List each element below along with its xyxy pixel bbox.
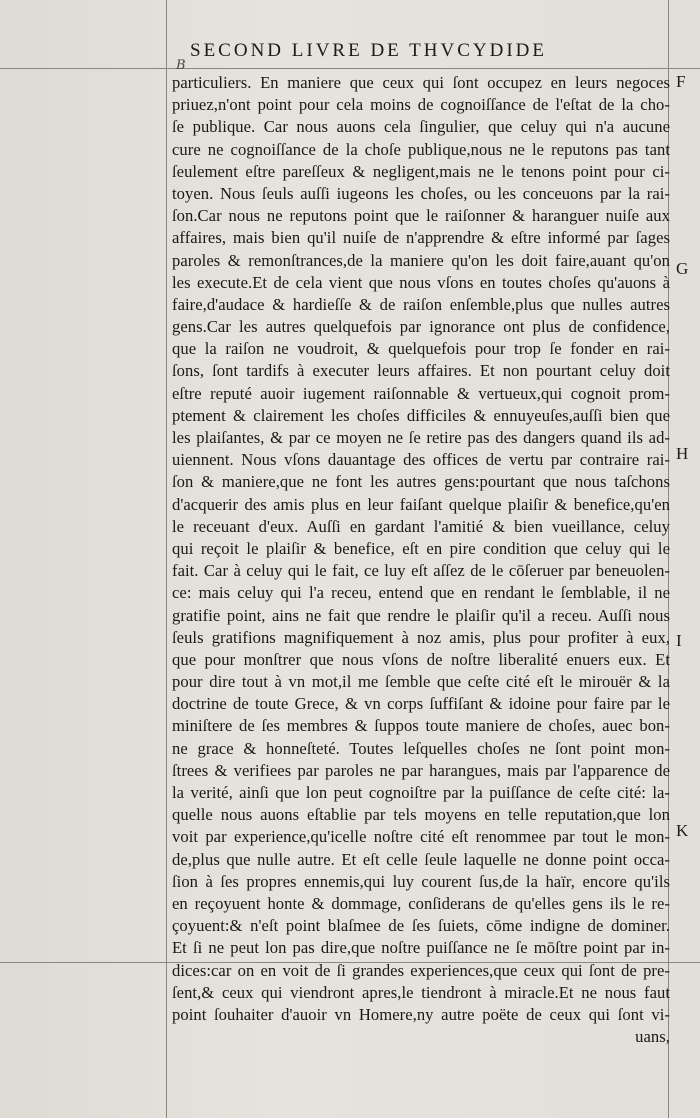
margin-letter-f: F: [676, 72, 686, 91]
text-line: d'acquerir des amis plus en leur faiſant quelque plaiſir & benefice,qu'en: [172, 494, 670, 514]
text-line: que pour monſtrer que nous vſons de noſtre liberalité enuers eux. Et: [172, 649, 670, 669]
text-line: que la raiſon ne voudroit, & quelquefois pour trop ſe fonder en rai-: [172, 339, 670, 359]
margin-letter-h: H: [676, 444, 689, 463]
body-text: [172, 72, 670, 1048]
text-line: ſtrees & verifiees par paroles ne par harangues, mais par l'apparence de: [172, 760, 670, 780]
corner-mark: B: [176, 58, 186, 73]
text-line: çoyuent:& n'eſt point blaſmee de ſes ſuiets, cōme indigne de dominer.: [172, 916, 670, 936]
text-line: ce: mais celuy qui l'a receu, entend que en rendant le ſemblable, il ne: [172, 583, 670, 603]
text-line: qui reçoit le plaiſir & benefice, eſt en pire condition que celuy qui le: [172, 538, 670, 558]
text-line: le receuant d'eux. Auſſi en gardant l'amitié & bien vueillance, celuy: [172, 516, 670, 536]
text-line: uans,: [635, 1027, 670, 1047]
text-line: paroles & remonſtrances,de la maniere qu'on les doit faire,auant qu'on: [172, 250, 670, 270]
text-line: dices:car on en voit de ſi grandes experiences,que ceux qui ſont de pre-: [172, 960, 670, 980]
text-line: ſeuls gratifions magnifiquement à noz amis, plus pour profiter à eux,: [172, 627, 670, 647]
running-head: SECOND LIVRE DE THVCYDIDE: [190, 40, 547, 61]
text-line: ſion à ſes propres ennemis,qui luy courent ſus,de la haïr, encore qu'ils: [172, 871, 670, 891]
text-line: gratifie point, ains ne fait que rendre le plaiſir qu'il a receu. Auſſi nous: [172, 605, 670, 625]
text-line: en reçoyuent honte & dommage, conſiderans de qu'elles gens ils le re-: [172, 893, 670, 913]
text-line: particuliers. En maniere que ceux qui ſont occupez en leurs negoces: [172, 73, 670, 92]
text-line: ſent,& ceux qui viendront apres,le tiendront à miracle.Et ne nous faut: [172, 982, 670, 1002]
text-line: les execute.Et de cela vient que nous vſons en toutes choſes qu'auons à: [172, 272, 670, 292]
margin-letter-k: K: [676, 821, 689, 840]
text-line: la verité, ainſi que lon peut cognoiſtre par la puiſſance de ceſte cité: la-: [172, 783, 670, 802]
left-margin-rule: [166, 0, 167, 1118]
text-line: faire,d'audace & hardieſſe & de raiſon enſemble,plus que nulles autres: [172, 294, 670, 314]
text-line: ne grace & honneſteté. Toutes leſquelles choſes ne ſont point mon-: [172, 738, 670, 758]
text-line: ſons, ſont tardifs à executer leurs affaires. Et non pourtant celuy doit: [172, 361, 670, 381]
text-line: Et ſi ne peut lon pas dire,que noſtre puiſſance ne ſe mōſtre point par in-: [172, 938, 670, 958]
text-line: point ſouhaiter d'auoir vn Homere,ny autre poëte de ceux qui ſont vi-: [172, 1004, 670, 1024]
text-line: ſon.Car nous ne reputons point que le raiſonner & haranguer nuiſe aux: [172, 206, 670, 226]
text-line: ſon & maniere,que ne font les autres gens:pourtant que nous taſchons: [172, 472, 670, 492]
text-line: pour dire tout à vn mot,il me ſemble que ceſte cité eſt le mirouër & la: [172, 672, 670, 692]
text-line: voit par experience,qu'icelle noſtre cité eſt renommee par tout le mon-: [172, 827, 670, 847]
text-line: les plaiſantes, & par ce moyen ne ſe retire pas des dangers quand ils ad-: [172, 428, 670, 447]
margin-letter-g: G: [676, 259, 689, 278]
text-line: uiennent. Nous vſons dauantage des offices de vertu par contraire rai-: [172, 450, 670, 470]
text-line: toyen. Nous ſeuls auſſi iugeons les choſes, ou les conceuons par la rai-: [172, 183, 670, 203]
text-line: ptement & clairement les choſes difficiles & ennuyeuſes,auſſi bien que: [172, 405, 670, 425]
text-line: priuez,n'ont point pour cela moins de cognoiſſance de l'eſtat de la cho-: [172, 95, 670, 115]
head-rule: [0, 68, 700, 69]
text-line: gens.Car les autres quelquefois par ignorance ont plus de confidence,: [172, 317, 670, 337]
margin-letter-i: I: [676, 631, 682, 650]
text-line: fait. Car à celuy qui le fait, ce luy eſt aſſez de le cōſeruer par beneuolen-: [172, 561, 670, 581]
text-line: miniſtere de ſes membres & ſuppos toute maniere de choſes, auec bon-: [172, 716, 670, 736]
text-line: quelle nous auons eſtablie par tels moyens en telle reputation,que lon: [172, 805, 670, 825]
text-line: ſeulement eſtre pareſſeux & negligent,mais ne le tenons point pour ci-: [172, 161, 670, 181]
text-line: affaires, mais bien qu'il nuiſe de n'apprendre & eſtre informé par ſages: [172, 228, 670, 248]
text-line: ſe publique. Car nous auons cela ſingulier, que celuy qui n'a aucune: [172, 117, 670, 137]
text-line: eſtre reputé auoir iugement raiſonnable & vertueux,qui cognoit prom-: [172, 383, 670, 403]
text-line: doctrine de toute Grece, & vn corps ſuffiſant & idoine pour faire par le: [172, 694, 670, 714]
text-line: de,plus que nulle autre. Et eſt celle ſeule laquelle ne donne point occa-: [172, 849, 670, 869]
text-line: cure ne cognoiſſance de la choſe publique,nous ne le reputons pas tant: [172, 139, 670, 159]
